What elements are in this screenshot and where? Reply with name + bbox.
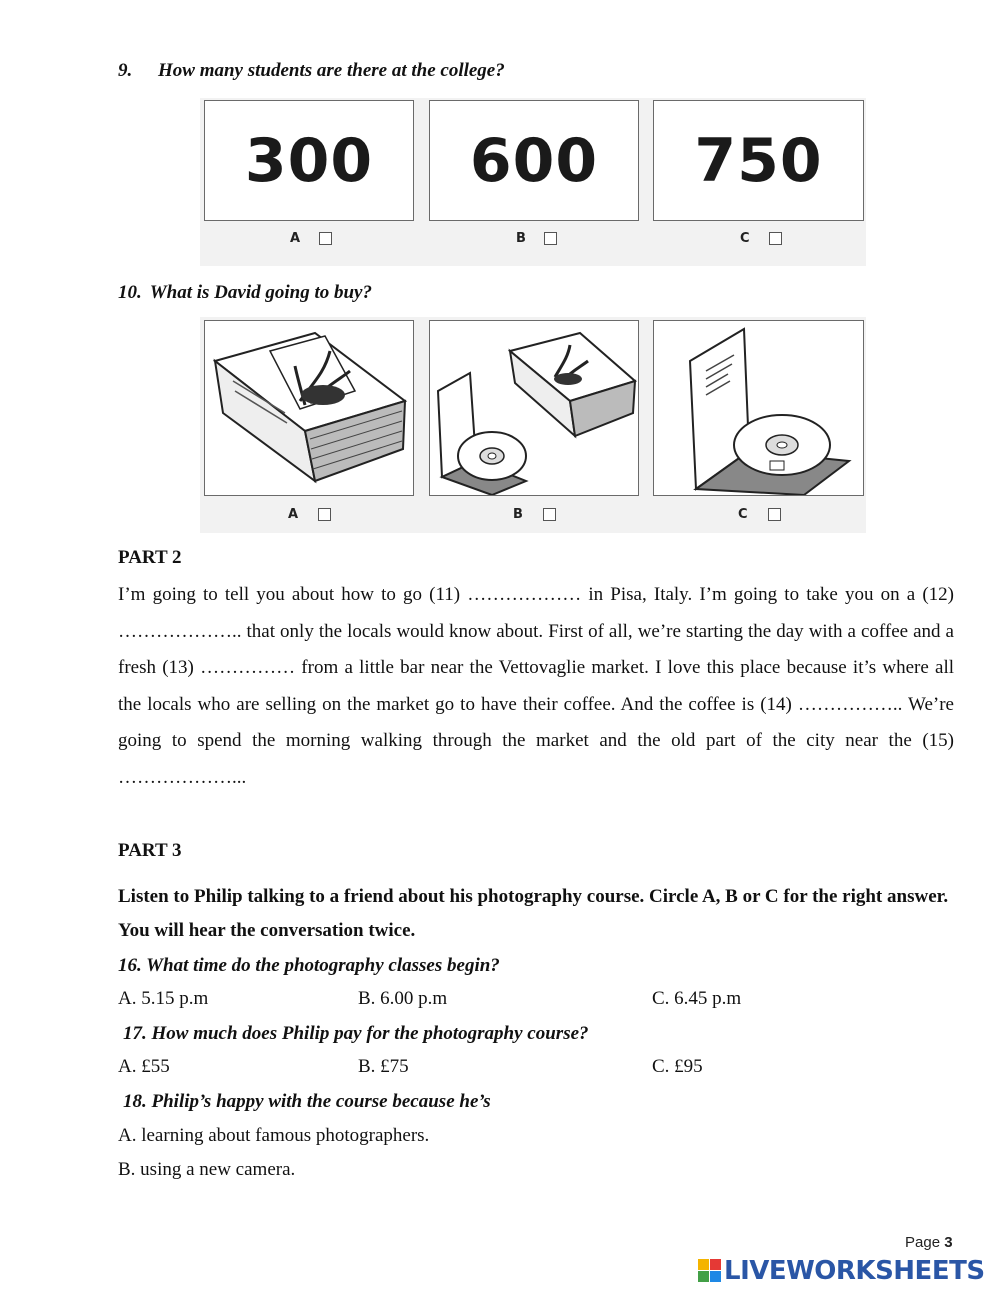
brand-wordmark: LIVEWORKSHEETS bbox=[724, 1256, 985, 1286]
liveworksheets-logo bbox=[698, 1256, 985, 1286]
option-b-value: 600 bbox=[469, 125, 599, 196]
option-b-letter: B bbox=[516, 231, 526, 246]
option-c-letter: C bbox=[740, 231, 750, 246]
part-2-paragraph: I’m going to tell you about how to go (11) ……………… in Pisa, Italy. I’m going to take you on a (12) ……………….. that only the locals would know about. First of all, we’re starting the day with a coffee and a fresh (13) …………… from a little bar near the Vettovaglie market. I love this place because it’s where all the locals who are selling on the market go to have their coffee. And the coffee is (14) …………….. We’re going to spend the morning walking through the market and the old part of the city near the (15) ………………... bbox=[118, 584, 954, 788]
question-number: 10. bbox=[118, 282, 142, 303]
question-number: 9. bbox=[118, 60, 133, 81]
q18-option-b[interactable]: B. using a new camera. bbox=[118, 1159, 296, 1180]
page-number-value: 3 bbox=[944, 1234, 953, 1251]
q18-option-a[interactable]: A. learning about famous photographers. bbox=[118, 1125, 430, 1146]
part-3-instruction: Listen to Philip talking to a friend about his photography course. Circle A, B or C for the right answer. You will hear the conversation twice. bbox=[118, 886, 949, 941]
question-10 bbox=[118, 282, 372, 304]
page-label: Page bbox=[905, 1234, 941, 1251]
option-b-letter: B bbox=[513, 507, 523, 522]
option-a-value: 300 bbox=[244, 125, 374, 196]
q17-option-c[interactable]: C. £95 bbox=[652, 1056, 703, 1077]
option-c-image bbox=[653, 320, 864, 496]
q16-option-a[interactable]: A. 5.15 p.m bbox=[118, 988, 209, 1009]
book-and-cd-illustration bbox=[430, 321, 638, 495]
question-text: What is David going to buy? bbox=[149, 282, 372, 303]
option-c-letter: C bbox=[738, 507, 748, 522]
option-a-letter: A bbox=[288, 507, 299, 522]
question-18: 18. Philip’s happy with the course because he’s bbox=[123, 1091, 491, 1112]
option-b-checkbox[interactable] bbox=[543, 508, 556, 521]
q17-option-a[interactable]: A. £55 bbox=[118, 1056, 170, 1077]
option-c-checkbox[interactable] bbox=[769, 232, 782, 245]
option-a-image bbox=[204, 100, 414, 221]
question-16: 16. What time do the photography classes begin? bbox=[118, 955, 500, 976]
q17-option-b[interactable]: B. £75 bbox=[358, 1056, 409, 1077]
q9-options-strip bbox=[200, 98, 866, 266]
q16-option-c[interactable]: C. 6.45 p.m bbox=[652, 988, 742, 1009]
part-2-heading: PART 2 bbox=[118, 547, 182, 568]
option-a-image bbox=[204, 320, 414, 496]
option-c-image bbox=[653, 100, 864, 221]
cd-illustration bbox=[654, 321, 863, 495]
q16-option-b[interactable]: B. 6.00 p.m bbox=[358, 988, 448, 1009]
q10-options-strip bbox=[200, 317, 866, 533]
option-c-value: 750 bbox=[694, 125, 823, 196]
question-9 bbox=[118, 60, 505, 82]
question-17: 17. How much does Philip pay for the photography course? bbox=[123, 1023, 589, 1044]
option-b-image bbox=[429, 100, 639, 221]
option-a-checkbox[interactable] bbox=[319, 232, 332, 245]
option-b-image bbox=[429, 320, 639, 496]
option-c-checkbox[interactable] bbox=[768, 508, 781, 521]
option-a-checkbox[interactable] bbox=[318, 508, 331, 521]
book-illustration bbox=[205, 321, 413, 495]
option-a-letter: A bbox=[290, 231, 301, 246]
logo-blocks-icon bbox=[698, 1259, 722, 1283]
option-b-checkbox[interactable] bbox=[544, 232, 557, 245]
question-text: How many students are there at the college? bbox=[158, 60, 505, 81]
part-3-heading: PART 3 bbox=[118, 840, 182, 861]
page-number bbox=[905, 1234, 953, 1251]
